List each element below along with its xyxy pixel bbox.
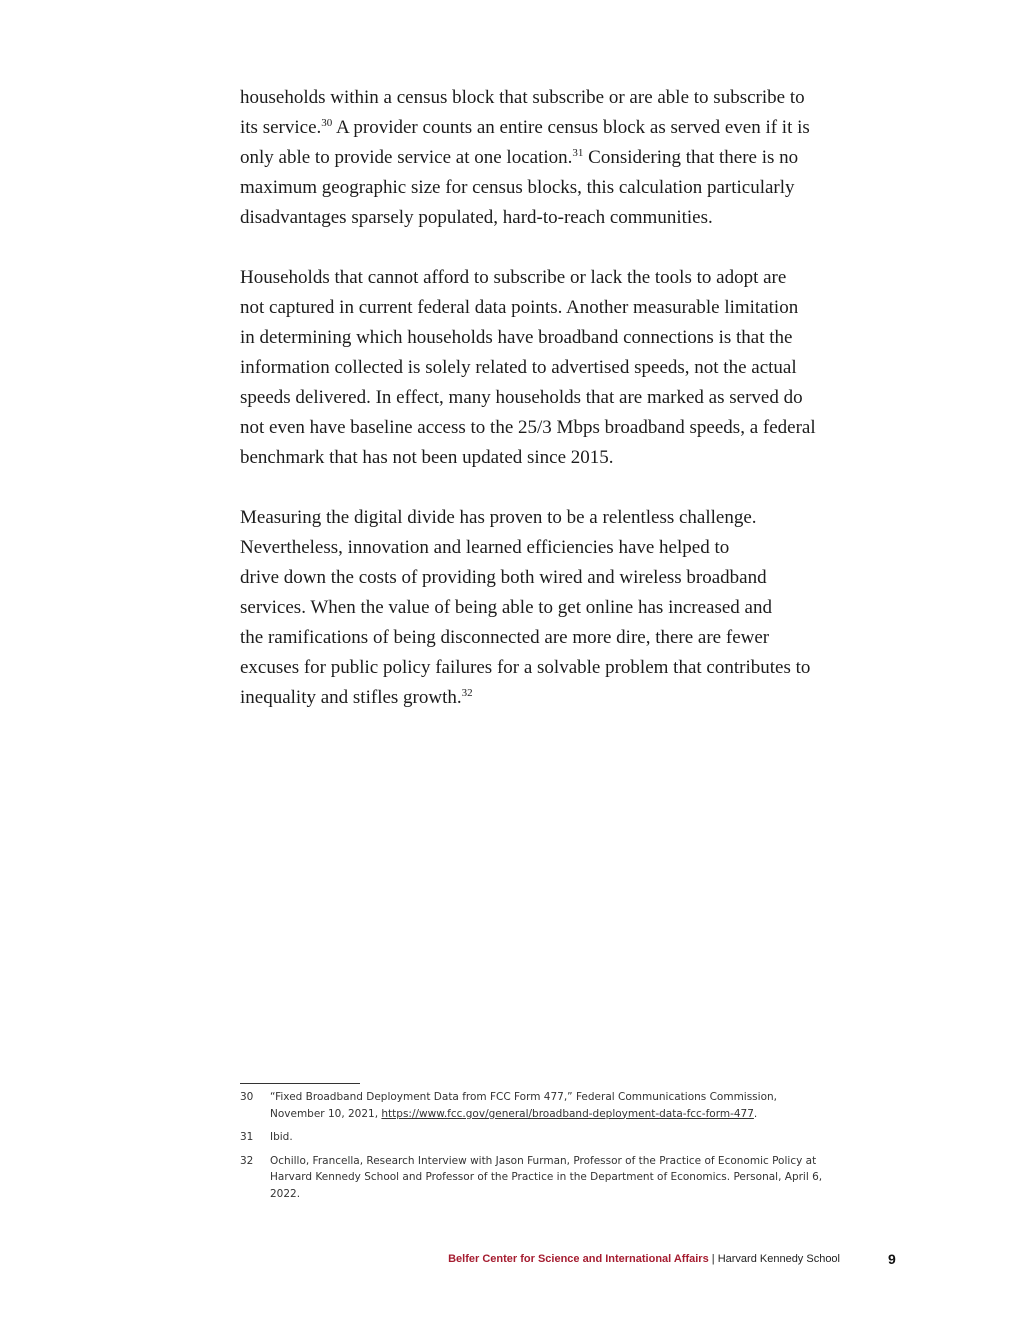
footnote-number: 30	[240, 1091, 254, 1103]
footnote-text	[270, 1089, 840, 1122]
text-line	[240, 113, 840, 143]
footer-school: Harvard Kennedy School	[717, 1253, 840, 1265]
paragraph-1	[240, 83, 840, 233]
page-footer	[448, 1251, 840, 1267]
footnote-text	[270, 1129, 840, 1146]
footnote-line: Ochillo, Francella, Research Interview with Jason Furman, Professor of the Practice of Economic Policy at	[270, 1154, 817, 1167]
text-line	[240, 143, 840, 173]
paragraph-2	[240, 263, 840, 473]
footnote-31	[240, 1129, 840, 1146]
text-segment: its service.	[240, 117, 322, 138]
footnote-32	[240, 1153, 840, 1203]
text-segment: only able to provide service at one location.	[240, 147, 573, 168]
text-line: excuses for public policy failures for a solvable problem that contributes to	[240, 657, 811, 678]
text-line: not even have baseline access to the 25/3 Mbps broadband speeds, a federal	[240, 417, 816, 438]
text-line	[240, 683, 840, 713]
footnotes	[240, 1089, 840, 1209]
footnote-line: 2022.	[270, 1187, 301, 1200]
footnote-30	[240, 1089, 840, 1122]
text-segment: A provider counts an entire census block as served even if it is	[332, 117, 810, 138]
footnote-text	[270, 1153, 840, 1203]
text-line: services. When the value of being able to get online has increased and	[240, 597, 772, 618]
footnote-divider	[240, 1083, 360, 1084]
text-line: Households that cannot afford to subscribe or lack the tools to adopt are	[240, 267, 787, 288]
footnote-line: Harvard Kennedy School and Professor of the Practice in the Department of Economics. Personal, April 6,	[270, 1171, 823, 1183]
text-line: Measuring the digital divide has proven to be a relentless challenge.	[240, 507, 757, 528]
page-number: 9	[888, 1251, 896, 1267]
text-line: households within a census block that subscribe or are able to subscribe to	[240, 87, 805, 108]
main-body-text	[240, 83, 840, 713]
text-line: the ramifications of being disconnected are more dire, there are fewer	[240, 627, 770, 648]
footer-organization: Belfer Center for Science and International Affairs	[448, 1253, 709, 1265]
text-segment: inequality and stifles growth.	[240, 687, 462, 708]
text-line: information collected is solely related to advertised speeds, not the actual	[240, 357, 797, 378]
text-line: in determining which households have broadband connections is that the	[240, 327, 793, 348]
text-line: drive down the costs of providing both wired and wireless broadband	[240, 567, 767, 588]
footnote-ref-31[interactable]: 31	[572, 147, 584, 159]
paragraph-3	[240, 503, 840, 713]
text-line: disadvantages sparsely populated, hard-to-reach communities.	[240, 207, 713, 228]
text-line: not captured in current federal data points. Another measurable limitation	[240, 297, 799, 318]
footnote-number: 31	[240, 1131, 254, 1143]
footnote-ref-32[interactable]: 32	[461, 687, 473, 699]
text-line: Nevertheless, innovation and learned efficiencies have helped to	[240, 537, 730, 558]
footnote-line: Ibid.	[270, 1131, 293, 1143]
text-line: maximum geographic size for census blocks, this calculation particularly	[240, 177, 795, 198]
footnote-line	[270, 1106, 840, 1123]
text-line: speeds delivered. In effect, many households that are marked as served do	[240, 387, 803, 408]
footnote-ref-30[interactable]: 30	[321, 117, 333, 129]
footnote-line: “Fixed Broadband Deployment Data from FCC Form 477,” Federal Communications Commission,	[270, 1091, 777, 1103]
footnote-segment: November 10, 2021,	[270, 1107, 382, 1120]
footnote-segment: .	[753, 1107, 758, 1120]
text-segment: Considering that there is no	[583, 147, 799, 168]
footer-separator: |	[708, 1253, 718, 1265]
footnote-number: 32	[240, 1154, 254, 1167]
text-line: benchmark that has not been updated since 2015.	[240, 447, 614, 468]
fcc-form-477-link[interactable]: https://www.fcc.gov/general/broadband-deployment-data-fcc-form-477	[381, 1107, 754, 1120]
